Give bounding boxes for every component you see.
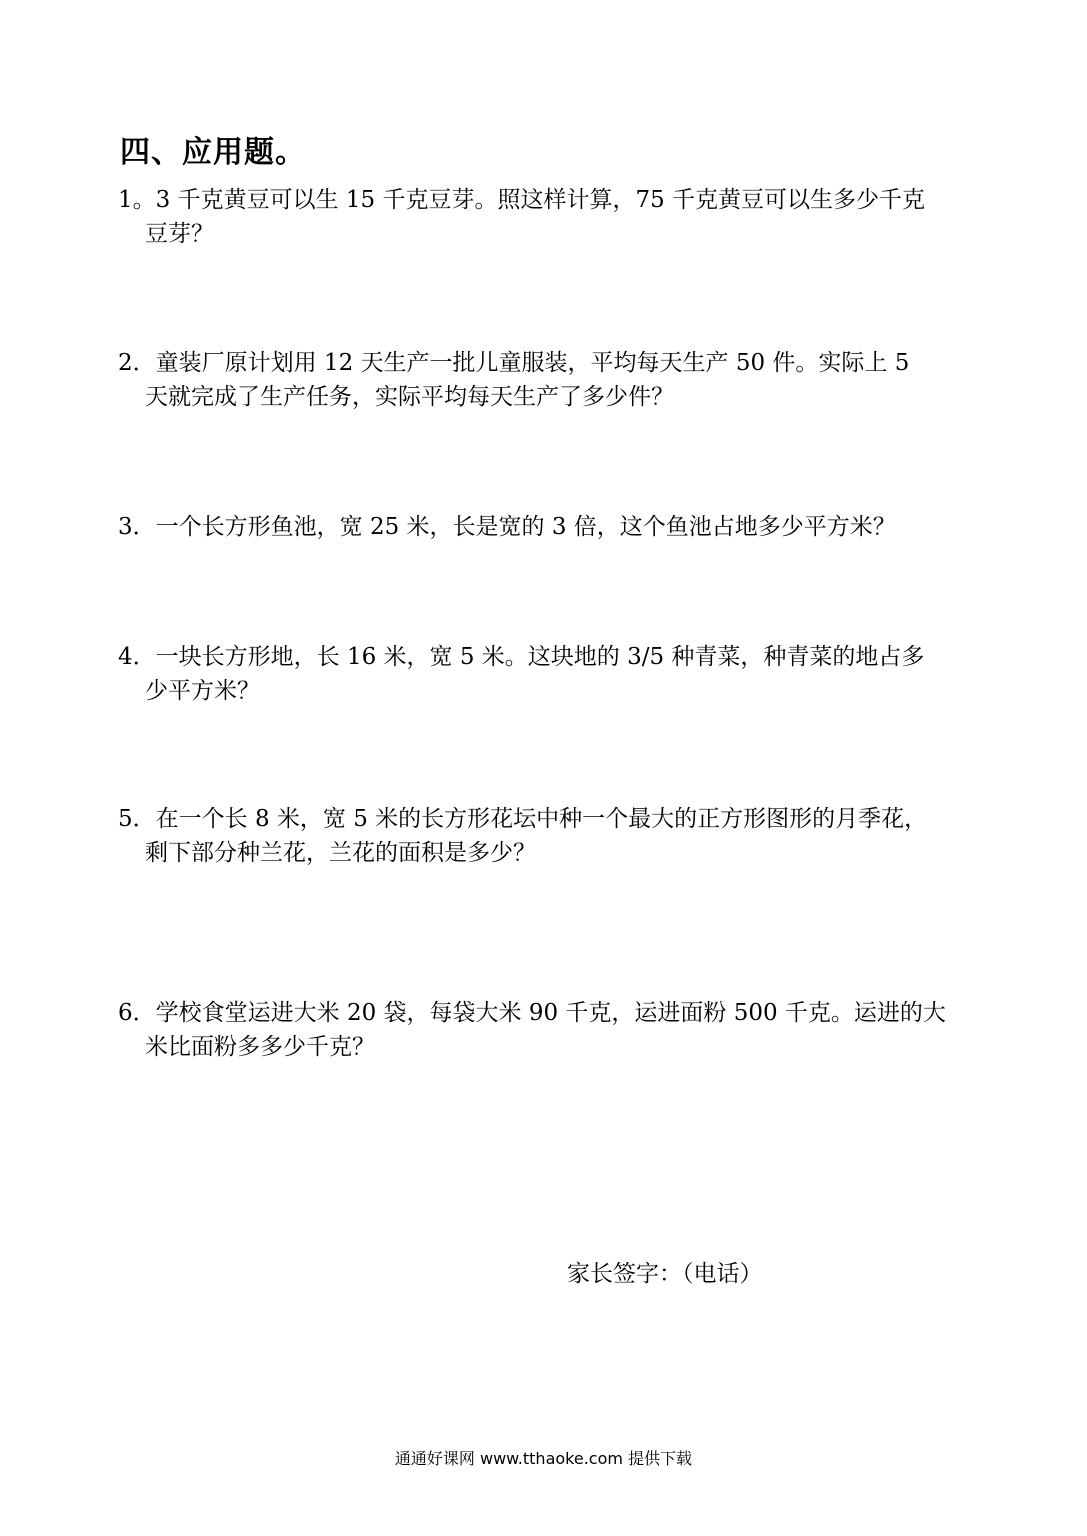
problem-3 [118, 510, 974, 544]
problem-5-line-1: 5．在一个长 8 米，宽 5 米的长方形花坛中种一个最大的正方形图形的月季花， [118, 806, 928, 832]
problem-1-line-2: 豆芽？ [145, 221, 214, 247]
problem-4 [118, 640, 974, 708]
problem-6-line-2: 米比面粉多多少千克？ [145, 1034, 375, 1060]
section-title: 四、应用题。 [120, 135, 306, 170]
problem-4-line-2: 少平方米？ [145, 678, 260, 704]
problem-4-line-1: 4．一块长方形地，长 16 米，宽 5 米。这块地的 3/5 种青菜，种青菜的地占多 [118, 644, 925, 670]
footer-source-note: 通通好课网 www.tthaoke.com 提供下载 [394, 1449, 693, 1468]
problem-2-line-2: 天就完成了生产任务，实际平均每天生产了多少件？ [145, 384, 674, 410]
problem-6 [118, 996, 974, 1064]
problem-1-line-1: 1。3 千克黄豆可以生 15 千克豆芽。照这样计算，75 千克黄豆可以生多少千克 [118, 187, 926, 213]
problem-2-line-1: 2．童装厂原计划用 12 天生产一批儿童服装，平均每天生产 50 件。实际上 5 [118, 350, 910, 376]
problem-1 [118, 183, 974, 251]
problem-3-line-1: 3．一个长方形鱼池，宽 25 米，长是宽的 3 倍，这个鱼池占地多少平方米？ [118, 514, 896, 540]
problem-5 [118, 802, 974, 870]
problem-5-line-2: 剩下部分种兰花，兰花的面积是多少？ [145, 840, 536, 866]
problem-6-line-1: 6．学校食堂运进大米 20 袋，每袋大米 90 千克，运进面粉 500 千克。运进的大 [118, 1000, 946, 1026]
parent-signature-label: 家长签字：（电话） [567, 1261, 763, 1287]
problem-2 [118, 346, 974, 414]
